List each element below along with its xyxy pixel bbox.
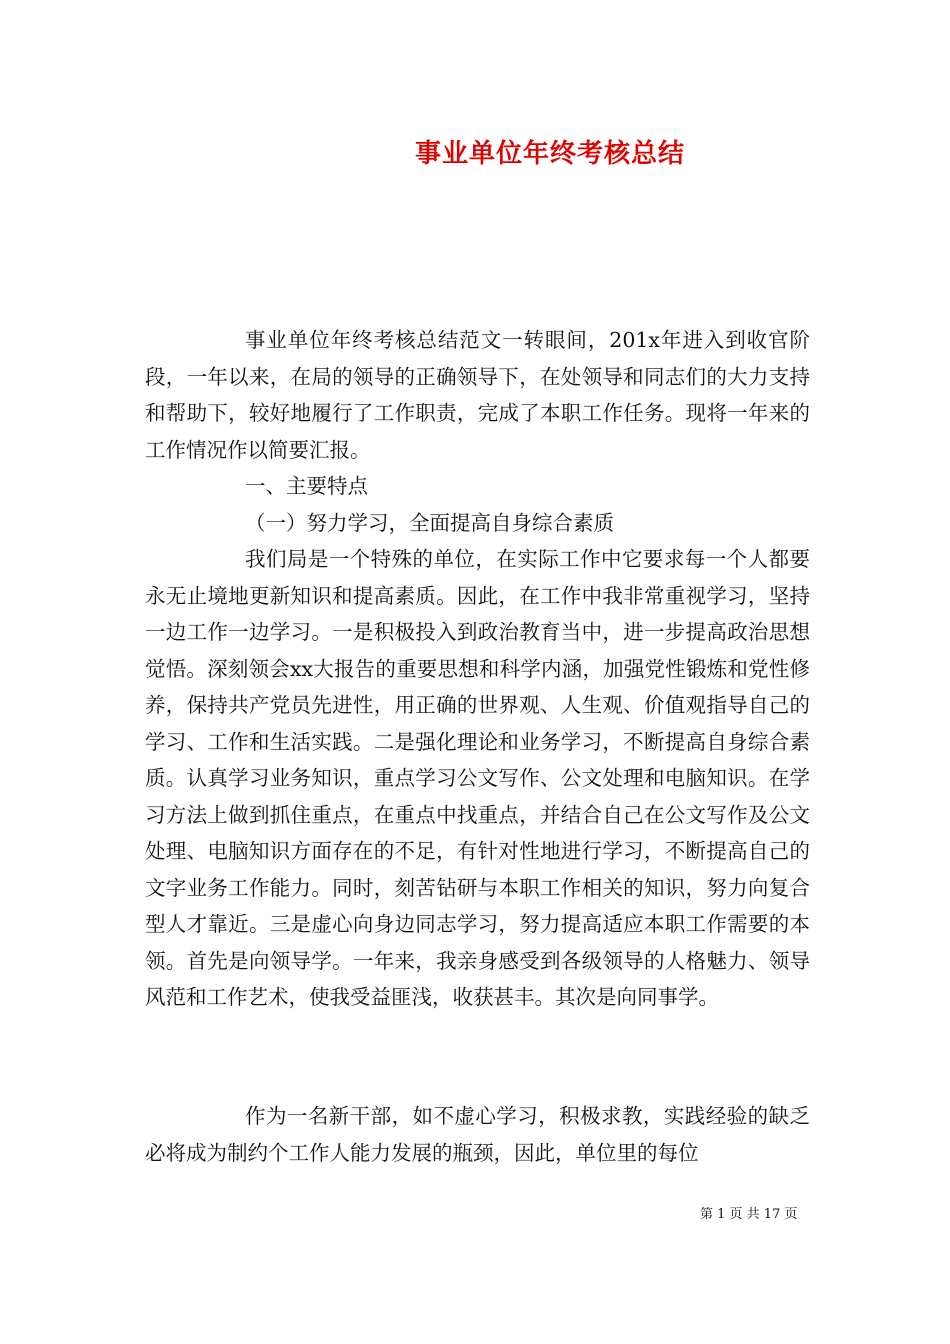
paragraph-new-cadre: 作为一名新干部，如不虚心学习，积极求教，实践经验的缺乏必将成为制约个工作人能力发展的瓶颈，因此，单位里的每位 <box>145 1104 810 1165</box>
paragraph-intro: 事业单位年终考核总结范文一转眼间，201x年进入到收官阶段，一年以来，在局的领导的正确领导下，在处领导和同志们的大力支持和帮助下，较好地履行了工作职责，完成了本职工作任务。现将一年来的工作情况作以简要汇报。 <box>145 328 810 462</box>
document-title: 事业单位年终考核总结 <box>414 139 685 169</box>
paragraph-study: 我们局是一个特殊的单位，在实际工作中它要求每一个人都要永无止境地更新知识和提高素质。因此，在工作中我非常重视学习，坚持一边工作一边学习。一是积极投入到政治教育当中，进一步提高政治思想觉悟。深刻领会xx大报告的重要思想和科学内涵，加强党性锻炼和党性修养，保持共产党员先进性，用正确的世界观、人生观、价值观指导自己的学习、工作和生活实践。二是强化理论和业务学习，不断提高自身综合素质。认真学习业务知识，重点学习公文写作、公文处理和电脑知识。在学习方法上做到抓住重点，在重点中找重点，并结合自己在公文写作及公文处理、电脑知识方面存在的不足，有针对性地进行学习，不断提高自己的文字业务工作能力。同时，刻苦钻研与本职工作相关的知识，努力向复合型人才靠近。三是虚心向身边同志学习，努力提高适应本职工作需要的本领。首先是向领导学。一年来，我亲身感受到各级领导的人格魅力、领导风范和工作艺术，使我受益匪浅，收获甚丰。其次是向同事学。 <box>145 547 810 1009</box>
section-heading: 一、主要特点 <box>245 474 368 498</box>
page-number: 第 1 页 共 17 页 <box>700 1207 798 1222</box>
subsection-heading: （一）努力学习，全面提高自身综合素质 <box>245 511 614 535</box>
